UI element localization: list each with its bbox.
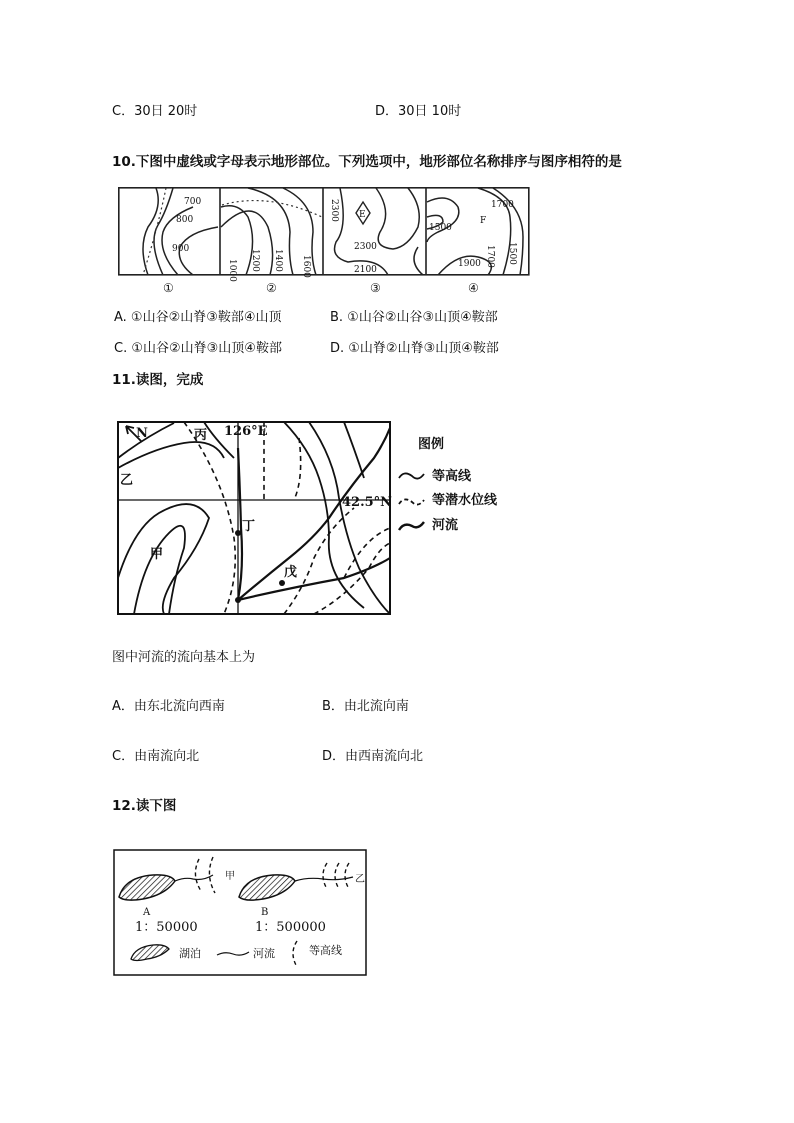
q12-legend-contour: 等高线 bbox=[309, 944, 342, 957]
q12-river-a bbox=[175, 875, 213, 881]
q10-p1-value: 900 bbox=[172, 244, 190, 254]
q12-lake-b bbox=[239, 875, 295, 900]
q11-place-yi: 乙 bbox=[120, 473, 134, 488]
q10-option-b: B. ①山谷②山谷③山顶④鞍部 bbox=[330, 310, 498, 325]
q10-figure-label-2: ② bbox=[266, 281, 277, 295]
q11-question: 图中河流的流向基本上为 bbox=[112, 650, 256, 665]
q11-stem: 11.读图，完成 bbox=[112, 372, 204, 388]
q10-panel-1 bbox=[143, 188, 218, 275]
q12-lake-figure bbox=[113, 849, 369, 979]
q10-p4-value: 1900 bbox=[458, 259, 481, 269]
q10-p2-value: 1400 bbox=[273, 249, 283, 272]
q10-figure-label-4: ④ bbox=[468, 281, 479, 295]
q11-option-d: D．由西南流向北 bbox=[322, 749, 424, 764]
q12-legend-lake: 湖泊 bbox=[179, 947, 201, 960]
q10-stem: 10.下图中虚线或字母表示地形部位。下列选项中，地形部位名称排序与图序相符的是 bbox=[112, 154, 622, 170]
q11-legend-contour: 等高线 bbox=[432, 469, 472, 484]
q12-label-b: B bbox=[261, 907, 269, 918]
q10-p4-value: 1700 bbox=[485, 245, 495, 268]
q10-p3-value: 2100 bbox=[354, 265, 377, 275]
q12-lake-a bbox=[119, 875, 175, 900]
q10-option-a: A. ①山谷②山脊③鞍部④山顶 bbox=[114, 310, 282, 325]
q11-place-bing: 丙 bbox=[194, 428, 208, 443]
q10-p4-value: 1500 bbox=[429, 223, 452, 233]
q11-map-figure bbox=[114, 418, 534, 618]
q11-place-wu: 戊 bbox=[284, 565, 298, 580]
q11-longitude: 126°E bbox=[224, 424, 268, 439]
q12-stem: 12.读下图 bbox=[112, 798, 177, 814]
q11-legend-water-symbol bbox=[399, 499, 424, 504]
q11-option-b: B．由北流向南 bbox=[322, 699, 409, 714]
q12-point-jia: 甲 bbox=[225, 871, 235, 882]
q12-legend-river-symbol bbox=[217, 952, 249, 955]
q9-option-c: C．30日 20时 bbox=[112, 104, 198, 119]
q12-scale-b: 1：500000 bbox=[255, 920, 326, 935]
q10-contour-figure bbox=[118, 187, 530, 297]
q12-legend-river: 河流 bbox=[253, 947, 275, 960]
q11-option-c: C．由南流向北 bbox=[112, 749, 200, 764]
q10-p2-value: 1200 bbox=[250, 249, 260, 272]
q11-option-a: A．由东北流向西南 bbox=[112, 699, 225, 714]
q9-option-d: D．30日 10时 bbox=[375, 104, 462, 119]
q10-figure-label-3: ③ bbox=[370, 281, 381, 295]
q11-legend-water: 等潜水位线 bbox=[432, 493, 498, 508]
q10-p1-value: 700 bbox=[184, 197, 202, 207]
q10-p2-value: 1600 bbox=[301, 255, 311, 278]
q10-p4-value: 1500 bbox=[507, 242, 517, 265]
q11-place-ding: 丁 bbox=[242, 519, 256, 534]
q11-legend-river-symbol bbox=[399, 522, 424, 530]
q11-legend-contour-symbol bbox=[399, 473, 424, 478]
q12-river-b bbox=[295, 877, 353, 881]
q12-contour-b bbox=[323, 863, 349, 889]
q10-figure-label-1: ① bbox=[163, 281, 174, 295]
q10-p1-value: 800 bbox=[176, 215, 194, 225]
q11-north-label: N bbox=[136, 426, 148, 441]
q12-legend-lake-symbol bbox=[131, 945, 169, 961]
q10-p3-letter: E bbox=[359, 210, 366, 220]
q10-option-d: D. ①山脊②山脊③山顶④鞍部 bbox=[330, 341, 499, 356]
q11-legend-title: 图例 bbox=[418, 437, 445, 452]
q11-place-jia: 甲 bbox=[150, 547, 164, 562]
q10-p3-value: 2300 bbox=[354, 242, 377, 252]
q10-option-c: C. ①山谷②山脊③山顶④鞍部 bbox=[114, 341, 282, 356]
q11-legend-river: 河流 bbox=[432, 518, 459, 533]
q10-p2-value: 1000 bbox=[227, 259, 237, 282]
q11-latitude: 42.5°N bbox=[342, 495, 393, 510]
q12-point-yi: 乙 bbox=[355, 874, 365, 885]
q10-p4-letter: F bbox=[480, 216, 487, 226]
q10-panel-3 bbox=[335, 188, 424, 275]
q12-scale-a: 1：50000 bbox=[135, 920, 198, 935]
q12-legend-contour-symbol bbox=[293, 941, 297, 967]
q10-p4-value: 1700 bbox=[491, 200, 514, 210]
q10-p3-value: 2300 bbox=[329, 199, 339, 222]
q12-label-a: A bbox=[143, 907, 151, 918]
